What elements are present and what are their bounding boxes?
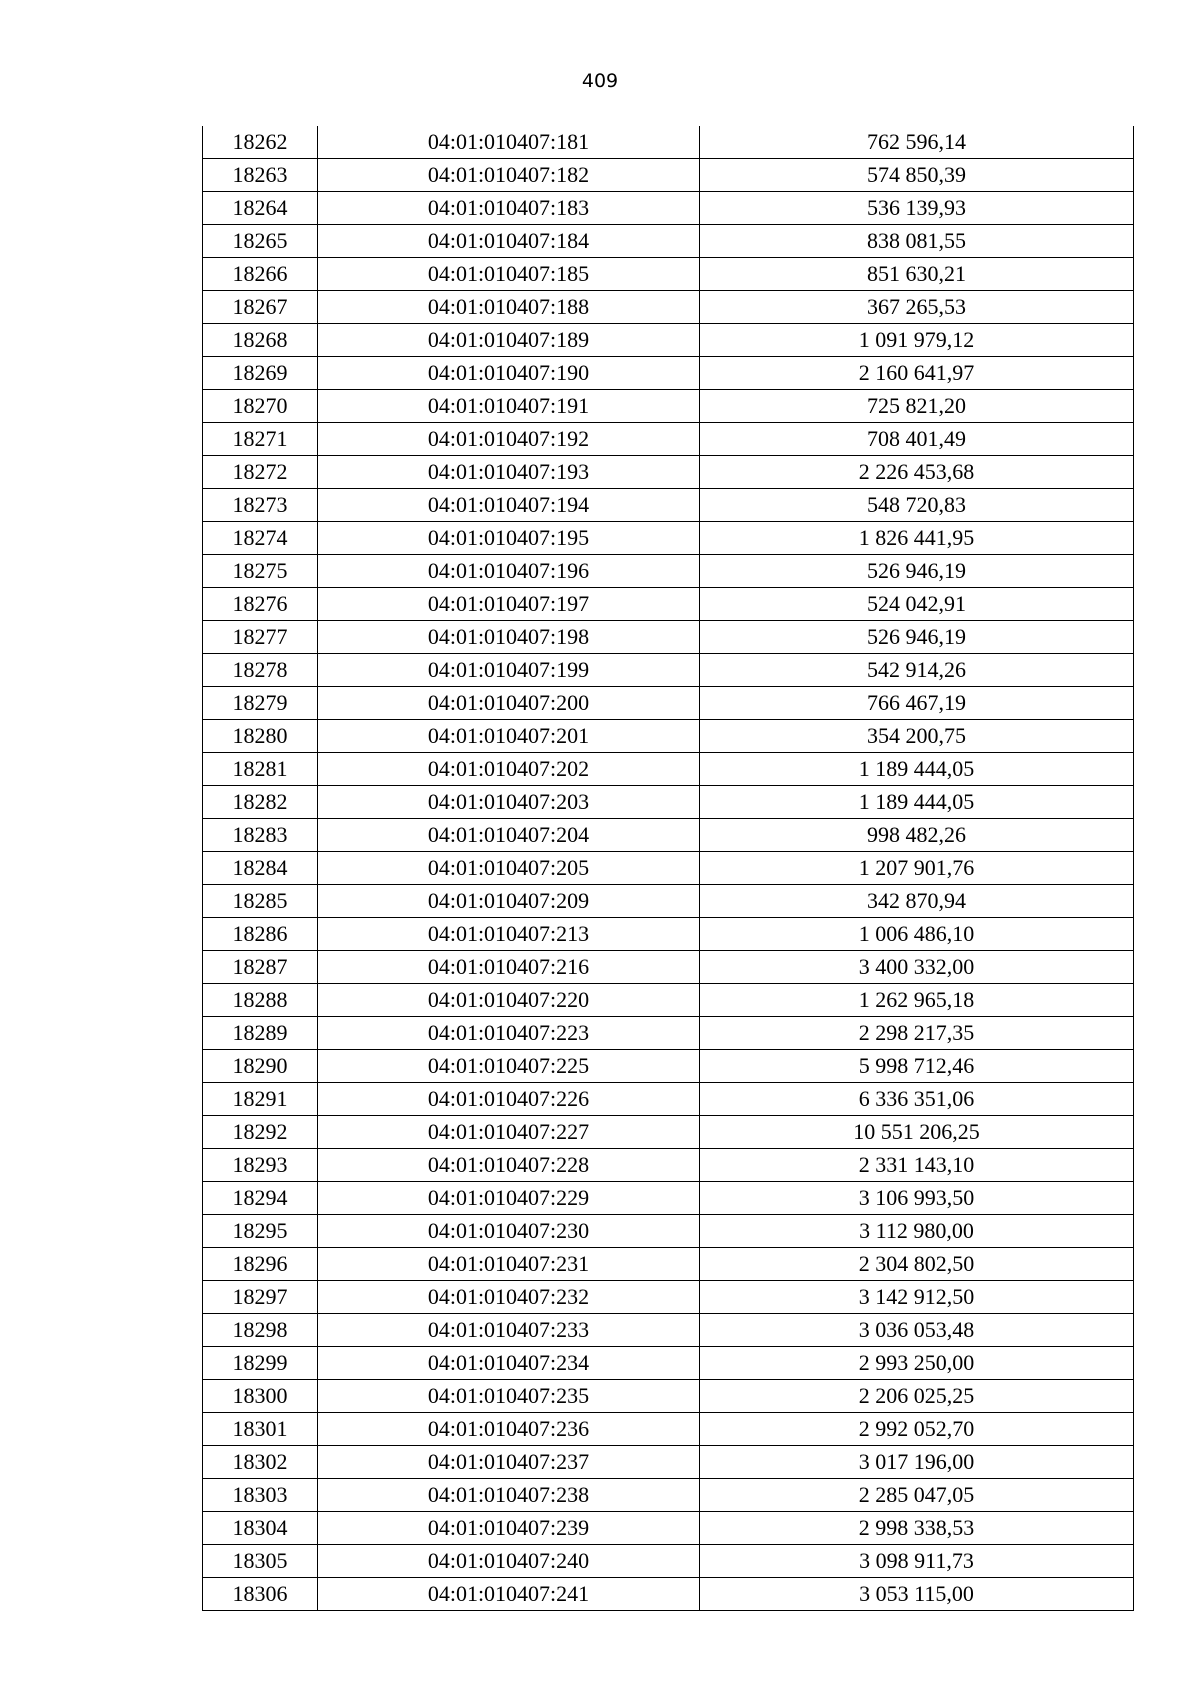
cadastral-value-cell: 762 596,14 [700, 126, 1134, 159]
table-row [203, 1215, 1134, 1248]
table-row [203, 1182, 1134, 1215]
cadastral-value-cell: 367 265,53 [700, 291, 1134, 324]
cadastral-number-cell: 04:01:010407:202 [318, 753, 700, 786]
cadastral-value-cell: 708 401,49 [700, 423, 1134, 456]
table-row [203, 1149, 1134, 1182]
table-row [203, 984, 1134, 1017]
table-row [203, 1116, 1134, 1149]
cadastral-number-cell: 04:01:010407:226 [318, 1083, 700, 1116]
cadastral-value-cell: 1 189 444,05 [700, 786, 1134, 819]
table-row [203, 654, 1134, 687]
cadastral-number-cell: 04:01:010407:184 [318, 225, 700, 258]
row-number-cell: 18293 [203, 1149, 318, 1182]
table-row [203, 258, 1134, 291]
cadastral-value-cell: 2 298 217,35 [700, 1017, 1134, 1050]
table-row [203, 489, 1134, 522]
table-row [203, 126, 1134, 159]
cadastral-value-cell: 1 091 979,12 [700, 324, 1134, 357]
cadastral-number-cell: 04:01:010407:227 [318, 1116, 700, 1149]
cadastral-number-cell: 04:01:010407:194 [318, 489, 700, 522]
row-number-cell: 18295 [203, 1215, 318, 1248]
cadastral-value-cell: 10 551 206,25 [700, 1116, 1134, 1149]
cadastral-value-cell: 542 914,26 [700, 654, 1134, 687]
cadastral-number-cell: 04:01:010407:200 [318, 687, 700, 720]
cadastral-number-cell: 04:01:010407:241 [318, 1578, 700, 1611]
cadastral-value-cell: 526 946,19 [700, 621, 1134, 654]
table-row [203, 1413, 1134, 1446]
row-number-cell: 18267 [203, 291, 318, 324]
table-row [203, 852, 1134, 885]
table-row [203, 291, 1134, 324]
table-row [203, 423, 1134, 456]
cadastral-value-cell: 6 336 351,06 [700, 1083, 1134, 1116]
row-number-cell: 18292 [203, 1116, 318, 1149]
cadastral-value-cell: 3 098 911,73 [700, 1545, 1134, 1578]
cadastral-value-cell: 3 142 912,50 [700, 1281, 1134, 1314]
cadastral-value-cell: 5 998 712,46 [700, 1050, 1134, 1083]
table-row [203, 1050, 1134, 1083]
row-number-cell: 18277 [203, 621, 318, 654]
cadastral-value-cell: 342 870,94 [700, 885, 1134, 918]
cadastral-number-cell: 04:01:010407:188 [318, 291, 700, 324]
row-number-cell: 18294 [203, 1182, 318, 1215]
cadastral-number-cell: 04:01:010407:199 [318, 654, 700, 687]
row-number-cell: 18285 [203, 885, 318, 918]
cadastral-number-cell: 04:01:010407:229 [318, 1182, 700, 1215]
cadastral-number-cell: 04:01:010407:236 [318, 1413, 700, 1446]
row-number-cell: 18300 [203, 1380, 318, 1413]
table-row [203, 1578, 1134, 1611]
table-row [203, 1347, 1134, 1380]
table-row [203, 357, 1134, 390]
cadastral-value-cell: 574 850,39 [700, 159, 1134, 192]
cadastral-number-cell: 04:01:010407:201 [318, 720, 700, 753]
row-number-cell: 18284 [203, 852, 318, 885]
cadastral-value-cell: 2 285 047,05 [700, 1479, 1134, 1512]
cadastral-value-cell: 725 821,20 [700, 390, 1134, 423]
cadastral-value-cell: 1 006 486,10 [700, 918, 1134, 951]
table-row [203, 951, 1134, 984]
cadastral-value-cell: 524 042,91 [700, 588, 1134, 621]
table-row [203, 1017, 1134, 1050]
cadastral-number-cell: 04:01:010407:198 [318, 621, 700, 654]
row-number-cell: 18288 [203, 984, 318, 1017]
cadastral-value-cell: 2 993 250,00 [700, 1347, 1134, 1380]
cadastral-value-cell: 998 482,26 [700, 819, 1134, 852]
row-number-cell: 18301 [203, 1413, 318, 1446]
row-number-cell: 18275 [203, 555, 318, 588]
table-row [203, 687, 1134, 720]
cadastral-value-cell: 851 630,21 [700, 258, 1134, 291]
cadastral-number-cell: 04:01:010407:182 [318, 159, 700, 192]
row-number-cell: 18299 [203, 1347, 318, 1380]
cadastral-value-cell: 2 206 025,25 [700, 1380, 1134, 1413]
cadastral-number-cell: 04:01:010407:204 [318, 819, 700, 852]
row-number-cell: 18291 [203, 1083, 318, 1116]
cadastral-value-cell: 2 226 453,68 [700, 456, 1134, 489]
cadastral-number-cell: 04:01:010407:225 [318, 1050, 700, 1083]
table-row [203, 1479, 1134, 1512]
table-row [203, 819, 1134, 852]
cadastral-number-cell: 04:01:010407:230 [318, 1215, 700, 1248]
cadastral-number-cell: 04:01:010407:183 [318, 192, 700, 225]
row-number-cell: 18283 [203, 819, 318, 852]
table-row [203, 885, 1134, 918]
row-number-cell: 18264 [203, 192, 318, 225]
cadastral-number-cell: 04:01:010407:233 [318, 1314, 700, 1347]
row-number-cell: 18286 [203, 918, 318, 951]
cadastral-value-cell: 838 081,55 [700, 225, 1134, 258]
table-row [203, 522, 1134, 555]
cadastral-number-cell: 04:01:010407:220 [318, 984, 700, 1017]
table-row [203, 1545, 1134, 1578]
cadastral-number-cell: 04:01:010407:209 [318, 885, 700, 918]
cadastral-number-cell: 04:01:010407:228 [318, 1149, 700, 1182]
table-row [203, 159, 1134, 192]
cadastral-value-cell: 3 053 115,00 [700, 1578, 1134, 1611]
row-number-cell: 18289 [203, 1017, 318, 1050]
table-row [203, 225, 1134, 258]
table-row [203, 456, 1134, 489]
cadastral-value-cell: 3 112 980,00 [700, 1215, 1134, 1248]
row-number-cell: 18272 [203, 456, 318, 489]
cadastral-value-cell: 1 826 441,95 [700, 522, 1134, 555]
row-number-cell: 18263 [203, 159, 318, 192]
cadastral-number-cell: 04:01:010407:193 [318, 456, 700, 489]
cadastral-number-cell: 04:01:010407:197 [318, 588, 700, 621]
cadastral-value-cell: 2 160 641,97 [700, 357, 1134, 390]
table-row [203, 588, 1134, 621]
cadastral-number-cell: 04:01:010407:195 [318, 522, 700, 555]
cadastral-value-cell: 526 946,19 [700, 555, 1134, 588]
cadastral-value-cell: 3 017 196,00 [700, 1446, 1134, 1479]
table-row [203, 1512, 1134, 1545]
table-row [203, 1314, 1134, 1347]
cadastral-number-cell: 04:01:010407:196 [318, 555, 700, 588]
row-number-cell: 18276 [203, 588, 318, 621]
row-number-cell: 18306 [203, 1578, 318, 1611]
cadastral-value-cell: 3 400 332,00 [700, 951, 1134, 984]
row-number-cell: 18278 [203, 654, 318, 687]
cadastral-value-cell: 2 331 143,10 [700, 1149, 1134, 1182]
row-number-cell: 18287 [203, 951, 318, 984]
table-row [203, 1380, 1134, 1413]
cadastral-number-cell: 04:01:010407:239 [318, 1512, 700, 1545]
row-number-cell: 18274 [203, 522, 318, 555]
row-number-cell: 18304 [203, 1512, 318, 1545]
row-number-cell: 18268 [203, 324, 318, 357]
cadastral-value-cell: 1 207 901,76 [700, 852, 1134, 885]
cadastral-number-cell: 04:01:010407:191 [318, 390, 700, 423]
cadastral-number-cell: 04:01:010407:185 [318, 258, 700, 291]
cadastral-number-cell: 04:01:010407:190 [318, 357, 700, 390]
row-number-cell: 18297 [203, 1281, 318, 1314]
cadastral-number-cell: 04:01:010407:234 [318, 1347, 700, 1380]
row-number-cell: 18282 [203, 786, 318, 819]
cadastral-number-cell: 04:01:010407:205 [318, 852, 700, 885]
cadastral-value-cell: 2 992 052,70 [700, 1413, 1134, 1446]
row-number-cell: 18269 [203, 357, 318, 390]
table-row [203, 324, 1134, 357]
cadastral-number-cell: 04:01:010407:189 [318, 324, 700, 357]
row-number-cell: 18280 [203, 720, 318, 753]
row-number-cell: 18279 [203, 687, 318, 720]
row-number-cell: 18296 [203, 1248, 318, 1281]
cadastral-number-cell: 04:01:010407:240 [318, 1545, 700, 1578]
cadastral-value-cell: 354 200,75 [700, 720, 1134, 753]
row-number-cell: 18281 [203, 753, 318, 786]
cadastral-number-cell: 04:01:010407:192 [318, 423, 700, 456]
cadastral-number-cell: 04:01:010407:235 [318, 1380, 700, 1413]
cadastral-value-cell: 766 467,19 [700, 687, 1134, 720]
table-row [203, 1083, 1134, 1116]
table-row [203, 621, 1134, 654]
table-row [203, 1248, 1134, 1281]
table-row [203, 786, 1134, 819]
row-number-cell: 18305 [203, 1545, 318, 1578]
table-row [203, 1281, 1134, 1314]
table-row [203, 753, 1134, 786]
cadastral-number-cell: 04:01:010407:237 [318, 1446, 700, 1479]
row-number-cell: 18303 [203, 1479, 318, 1512]
row-number-cell: 18262 [203, 126, 318, 159]
table-row [203, 918, 1134, 951]
table-row [203, 555, 1134, 588]
row-number-cell: 18302 [203, 1446, 318, 1479]
page-number: 409 [581, 70, 619, 92]
table-row [203, 720, 1134, 753]
row-number-cell: 18270 [203, 390, 318, 423]
cadastral-value-cell: 1 262 965,18 [700, 984, 1134, 1017]
table-body [203, 126, 1134, 1611]
row-number-cell: 18265 [203, 225, 318, 258]
row-number-cell: 18273 [203, 489, 318, 522]
cadastral-number-cell: 04:01:010407:216 [318, 951, 700, 984]
cadastral-number-cell: 04:01:010407:232 [318, 1281, 700, 1314]
cadastral-number-cell: 04:01:010407:213 [318, 918, 700, 951]
row-number-cell: 18266 [203, 258, 318, 291]
row-number-cell: 18290 [203, 1050, 318, 1083]
cadastral-value-cell: 3 106 993,50 [700, 1182, 1134, 1215]
cadastral-number-cell: 04:01:010407:238 [318, 1479, 700, 1512]
table-row [203, 1446, 1134, 1479]
cadastral-number-cell: 04:01:010407:223 [318, 1017, 700, 1050]
cadastral-value-cell: 536 139,93 [700, 192, 1134, 225]
cadastral-value-table [202, 126, 1134, 1611]
row-number-cell: 18298 [203, 1314, 318, 1347]
cadastral-number-cell: 04:01:010407:181 [318, 126, 700, 159]
cadastral-value-cell: 548 720,83 [700, 489, 1134, 522]
cadastral-number-cell: 04:01:010407:231 [318, 1248, 700, 1281]
cadastral-value-cell: 2 998 338,53 [700, 1512, 1134, 1545]
row-number-cell: 18271 [203, 423, 318, 456]
cadastral-number-cell: 04:01:010407:203 [318, 786, 700, 819]
table-row [203, 390, 1134, 423]
cadastral-value-cell: 3 036 053,48 [700, 1314, 1134, 1347]
cadastral-value-cell: 1 189 444,05 [700, 753, 1134, 786]
table-row [203, 192, 1134, 225]
cadastral-value-cell: 2 304 802,50 [700, 1248, 1134, 1281]
